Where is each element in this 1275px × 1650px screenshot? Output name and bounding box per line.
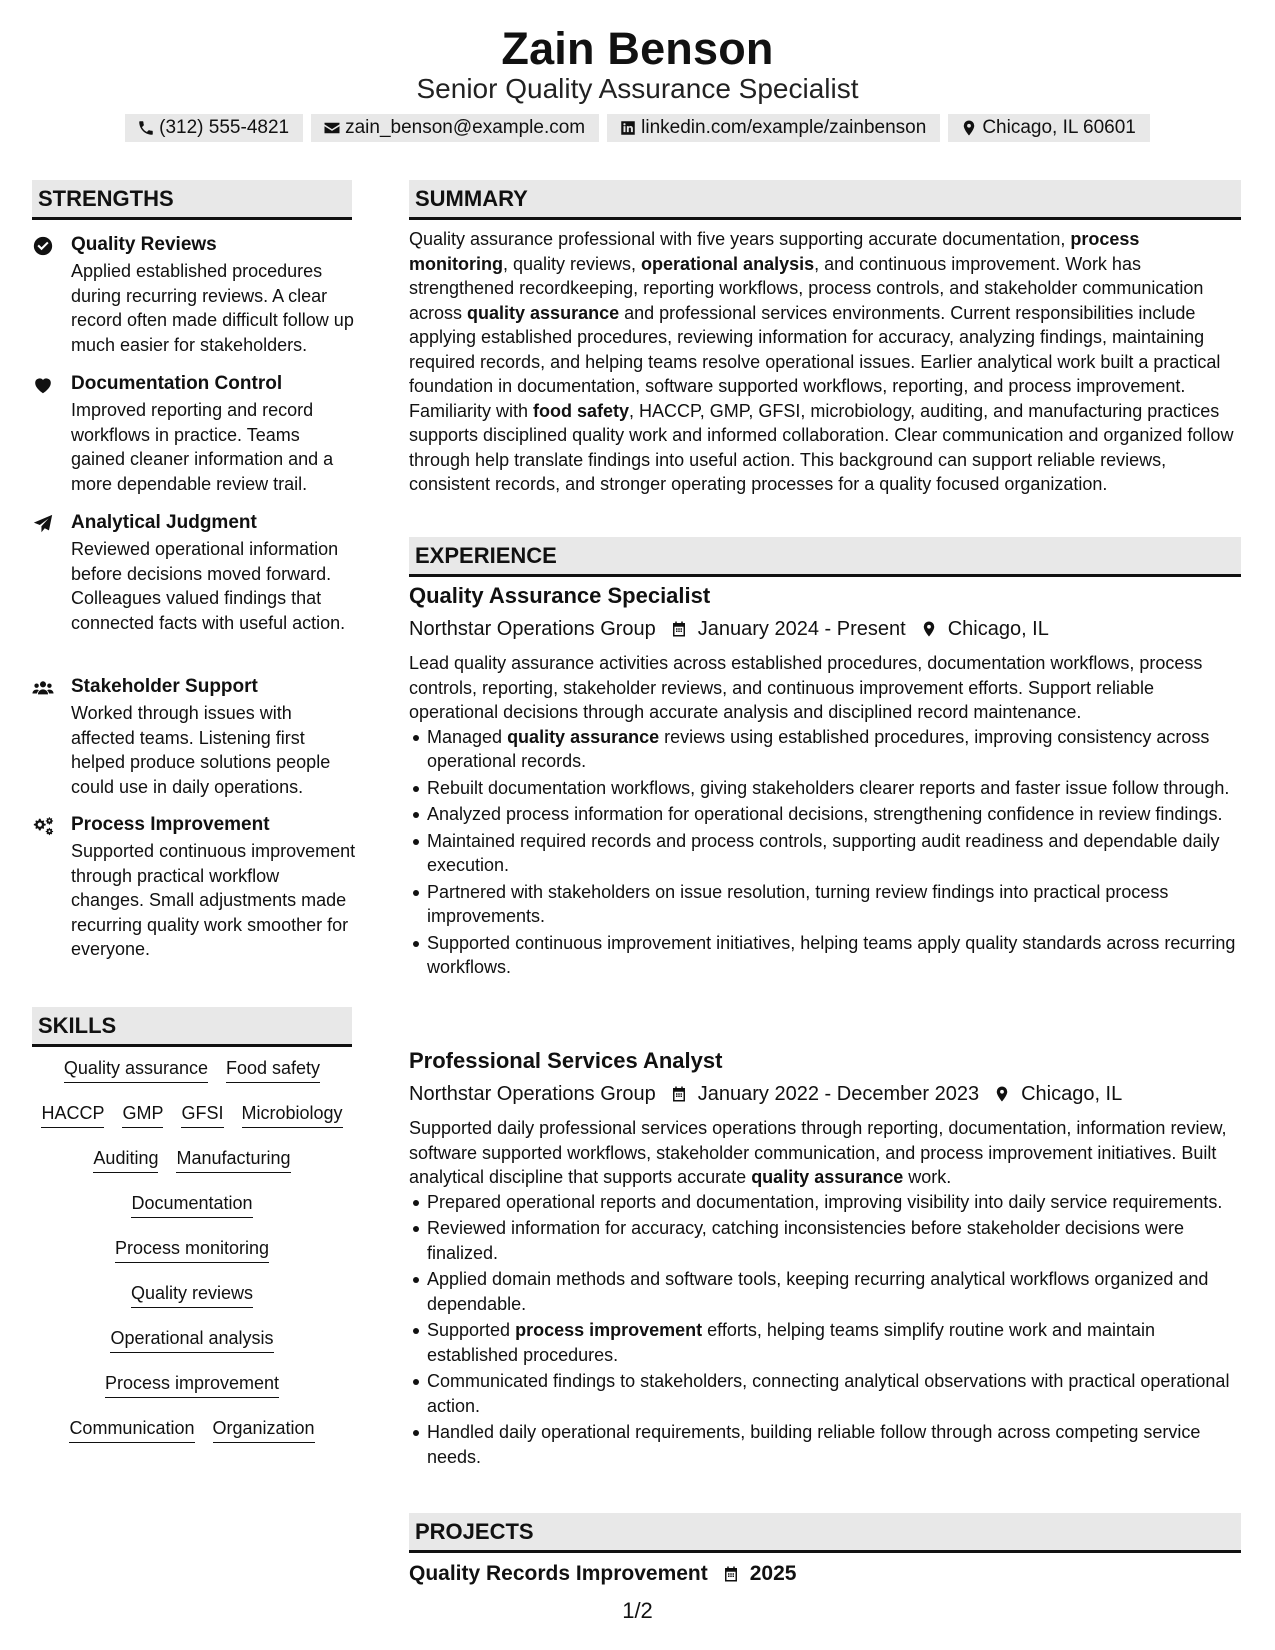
projects-heading: PROJECTS xyxy=(409,1513,1241,1553)
emphasis-text: process improvement xyxy=(515,1320,703,1340)
job-title: Professional Services Analyst xyxy=(409,1048,723,1073)
skill-row xyxy=(32,1236,352,1281)
page-number: 1/2 xyxy=(622,1598,653,1623)
job-intro: Lead quality assurance activities across established procedures, documentation workflows, process controls, reporting, stakeholder reviews, and continuous improvement efforts. Support reliable operational decisions through accurate analysis and disciplined record maintenance. xyxy=(409,653,1203,722)
job-bullet: Partnered with stakeholders on issue resolution, turning review findings into practical process improvements. xyxy=(427,880,1241,929)
strength-title: Stakeholder Support xyxy=(71,676,258,697)
map-pin-icon xyxy=(920,620,938,638)
skill-tag: Documentation xyxy=(131,1191,252,1218)
project-year: 2025 xyxy=(749,1562,797,1585)
map-pin-icon xyxy=(993,1085,1011,1103)
email-chip xyxy=(311,114,599,142)
job-dates: January 2022 - December 2023 xyxy=(697,1083,980,1105)
envelope-icon xyxy=(323,119,341,137)
strength-description: Applied established procedures during recurring reviews. A clear record often made difficult follow up much easier for stakeholders. xyxy=(71,261,354,355)
linkedin-url[interactable]: linkedin.com/example/zainbenson xyxy=(641,117,927,138)
candidate-title: Senior Quality Assurance Specialist xyxy=(416,73,859,104)
job-bullet: Communicated findings to stakeholders, connecting analytical observations with practical operational action. xyxy=(427,1369,1241,1418)
strength-description: Worked through issues with affected teams. Listening first helped produce solutions people could use in daily operations. xyxy=(71,703,331,797)
strength-title: Analytical Judgment xyxy=(71,512,257,533)
phone-chip xyxy=(125,114,303,142)
phone-number: (312) 555-4821 xyxy=(159,117,290,138)
skill-row xyxy=(32,1371,352,1416)
job-bullet: Reviewed information for accuracy, catching inconsistencies before stakeholder decisions were finalized. xyxy=(427,1216,1241,1265)
job-bullet: Supported process improvement efforts, helping teams simplify routine work and maintain established procedures. xyxy=(427,1318,1241,1367)
job-company: Northstar Operations Group xyxy=(409,1083,656,1105)
skill-row xyxy=(32,1416,352,1461)
job-bullet: Handled daily operational requirements, building reliable follow through across competing service needs. xyxy=(427,1420,1241,1469)
skills-heading: SKILLS xyxy=(32,1007,352,1047)
strength-title: Quality Reviews xyxy=(71,234,217,255)
skill-row xyxy=(32,1191,352,1236)
job-entry xyxy=(409,1047,1241,1471)
skill-tag: Microbiology xyxy=(242,1101,343,1128)
summary-text: Quality assurance professional with five years supporting accurate documentation, process monitoring, quality reviews, operational analysis, and continuous improvement. Work has strengthened recordkeeping, reporting workflows, process controls, and stakeholder communication across quality assurance and professional services environments. Current responsibilities include applying established procedures, reviewing information for accuracy, analyzing findings, maintaining required records, and helping teams resolve operational issues. Earlier analytical work built a practical foundation in documentation, software supported workflows, reporting, and process improvement. Familiarity with food safety, HACCP, GMP, GFSI, microbiology, auditing, and manufacturing practices supports disciplined quality work and informed collaboration. Clear communication and organized follow through help translate findings into useful action. This background can support reliable reviews, consistent records, and stronger operating processes for a quality focused organization. xyxy=(409,229,1234,494)
skill-tag: Process improvement xyxy=(105,1371,279,1398)
experience-heading: EXPERIENCE xyxy=(409,537,1241,577)
skill-row xyxy=(32,1326,352,1371)
calendar-icon xyxy=(670,1085,688,1103)
heart-icon xyxy=(32,374,54,396)
linkedin-chip xyxy=(607,114,940,142)
map-pin-icon xyxy=(960,119,978,137)
skill-row xyxy=(32,1146,352,1191)
skill-tag: Auditing xyxy=(93,1146,158,1173)
job-location: Chicago, IL xyxy=(947,618,1049,640)
job-bullet: Applied domain methods and software tools, keeping recurring analytical workflows organized and dependable. xyxy=(427,1267,1241,1316)
emphasis-text: quality assurance xyxy=(467,302,620,323)
job-bullet: Prepared operational reports and documentation, improving visibility into daily service requirements. xyxy=(427,1190,1241,1215)
gears-icon xyxy=(32,815,54,837)
users-icon xyxy=(32,677,54,699)
skill-tag: Quality assurance xyxy=(64,1056,208,1083)
strengths-heading: STRENGTHS xyxy=(32,180,352,220)
skill-tag: HACCP xyxy=(41,1101,104,1128)
job-location: Chicago, IL xyxy=(1021,1083,1123,1105)
phone-icon xyxy=(137,119,155,137)
job-bullets xyxy=(409,1190,1241,1470)
linkedin-icon xyxy=(619,119,637,137)
job-meta xyxy=(409,1080,1241,1108)
skill-tag: Quality reviews xyxy=(131,1281,253,1308)
emphasis-text: quality assurance xyxy=(507,726,660,747)
skill-tag: Organization xyxy=(213,1416,315,1443)
project-entry xyxy=(409,1560,1241,1588)
location-text: Chicago, IL 60601 xyxy=(982,117,1136,138)
skill-tag: Communication xyxy=(69,1416,194,1443)
skills-list xyxy=(32,1056,352,1461)
job-bullet: Analyzed process information for operational decisions, strengthening confidence in review findings. xyxy=(427,802,1241,827)
strength-description: Supported continuous improvement through practical workflow changes. Small adjustments made recurring quality work smoother for everyone. xyxy=(71,841,356,959)
paper-plane-icon xyxy=(32,513,54,535)
job-intro: Supported daily professional services operations through reporting, documentation, information review, software supported workflows, stakeholder communication, and process improvement initiatives. Built analytical discipline that supports accurate quality assurance work. xyxy=(409,1118,1227,1187)
skill-tag: Manufacturing xyxy=(176,1146,290,1173)
emphasis-text: quality assurance xyxy=(751,1167,904,1187)
skill-tag: Food safety xyxy=(226,1056,320,1083)
summary-heading: SUMMARY xyxy=(409,180,1241,220)
location-chip xyxy=(948,114,1150,142)
contact-bar xyxy=(0,114,1275,142)
job-bullet: Managed quality assurance reviews using established procedures, improving consistency across operational records. xyxy=(427,725,1241,774)
job-meta xyxy=(409,615,1241,643)
job-bullet: Supported continuous improvement initiatives, helping teams apply quality standards across recurring workflows. xyxy=(427,931,1241,980)
job-bullet: Maintained required records and process controls, supporting audit readiness and dependable daily execution. xyxy=(427,829,1241,878)
job-bullets xyxy=(409,725,1241,980)
skill-tag: GMP xyxy=(122,1101,163,1128)
emphasis-text: food safety xyxy=(533,400,630,421)
job-entry xyxy=(409,582,1241,982)
skill-tag: GFSI xyxy=(181,1101,223,1128)
skill-row xyxy=(32,1056,352,1101)
job-dates: January 2024 - Present xyxy=(697,618,906,640)
strength-description: Improved reporting and record workflows in practice. Teams gained cleaner information and a more dependable review trail. xyxy=(71,400,334,494)
skill-tag: Process monitoring xyxy=(115,1236,269,1263)
emphasis-text: operational analysis xyxy=(641,253,815,274)
skill-row xyxy=(32,1101,352,1146)
emphasis-text: process monitoring xyxy=(409,229,1140,274)
calendar-icon xyxy=(670,620,688,638)
calendar-icon xyxy=(722,1565,740,1583)
skill-row xyxy=(32,1281,352,1326)
check-circle-icon xyxy=(32,235,54,257)
strength-title: Process Improvement xyxy=(71,814,270,835)
strength-title: Documentation Control xyxy=(71,373,283,394)
job-company: Northstar Operations Group xyxy=(409,618,656,640)
project-title: Quality Records Improvement xyxy=(409,1562,708,1585)
job-bullet: Rebuilt documentation workflows, giving stakeholders clearer reports and faster issue follow through. xyxy=(427,776,1241,801)
candidate-name: Zain Benson xyxy=(501,23,774,74)
email-address[interactable]: zain_benson@example.com xyxy=(345,117,586,138)
skill-tag: Operational analysis xyxy=(110,1326,273,1353)
job-title: Quality Assurance Specialist xyxy=(409,583,711,608)
strength-description: Reviewed operational information before decisions moved forward. Colleagues valued findings that connected facts with useful action. xyxy=(71,539,346,633)
